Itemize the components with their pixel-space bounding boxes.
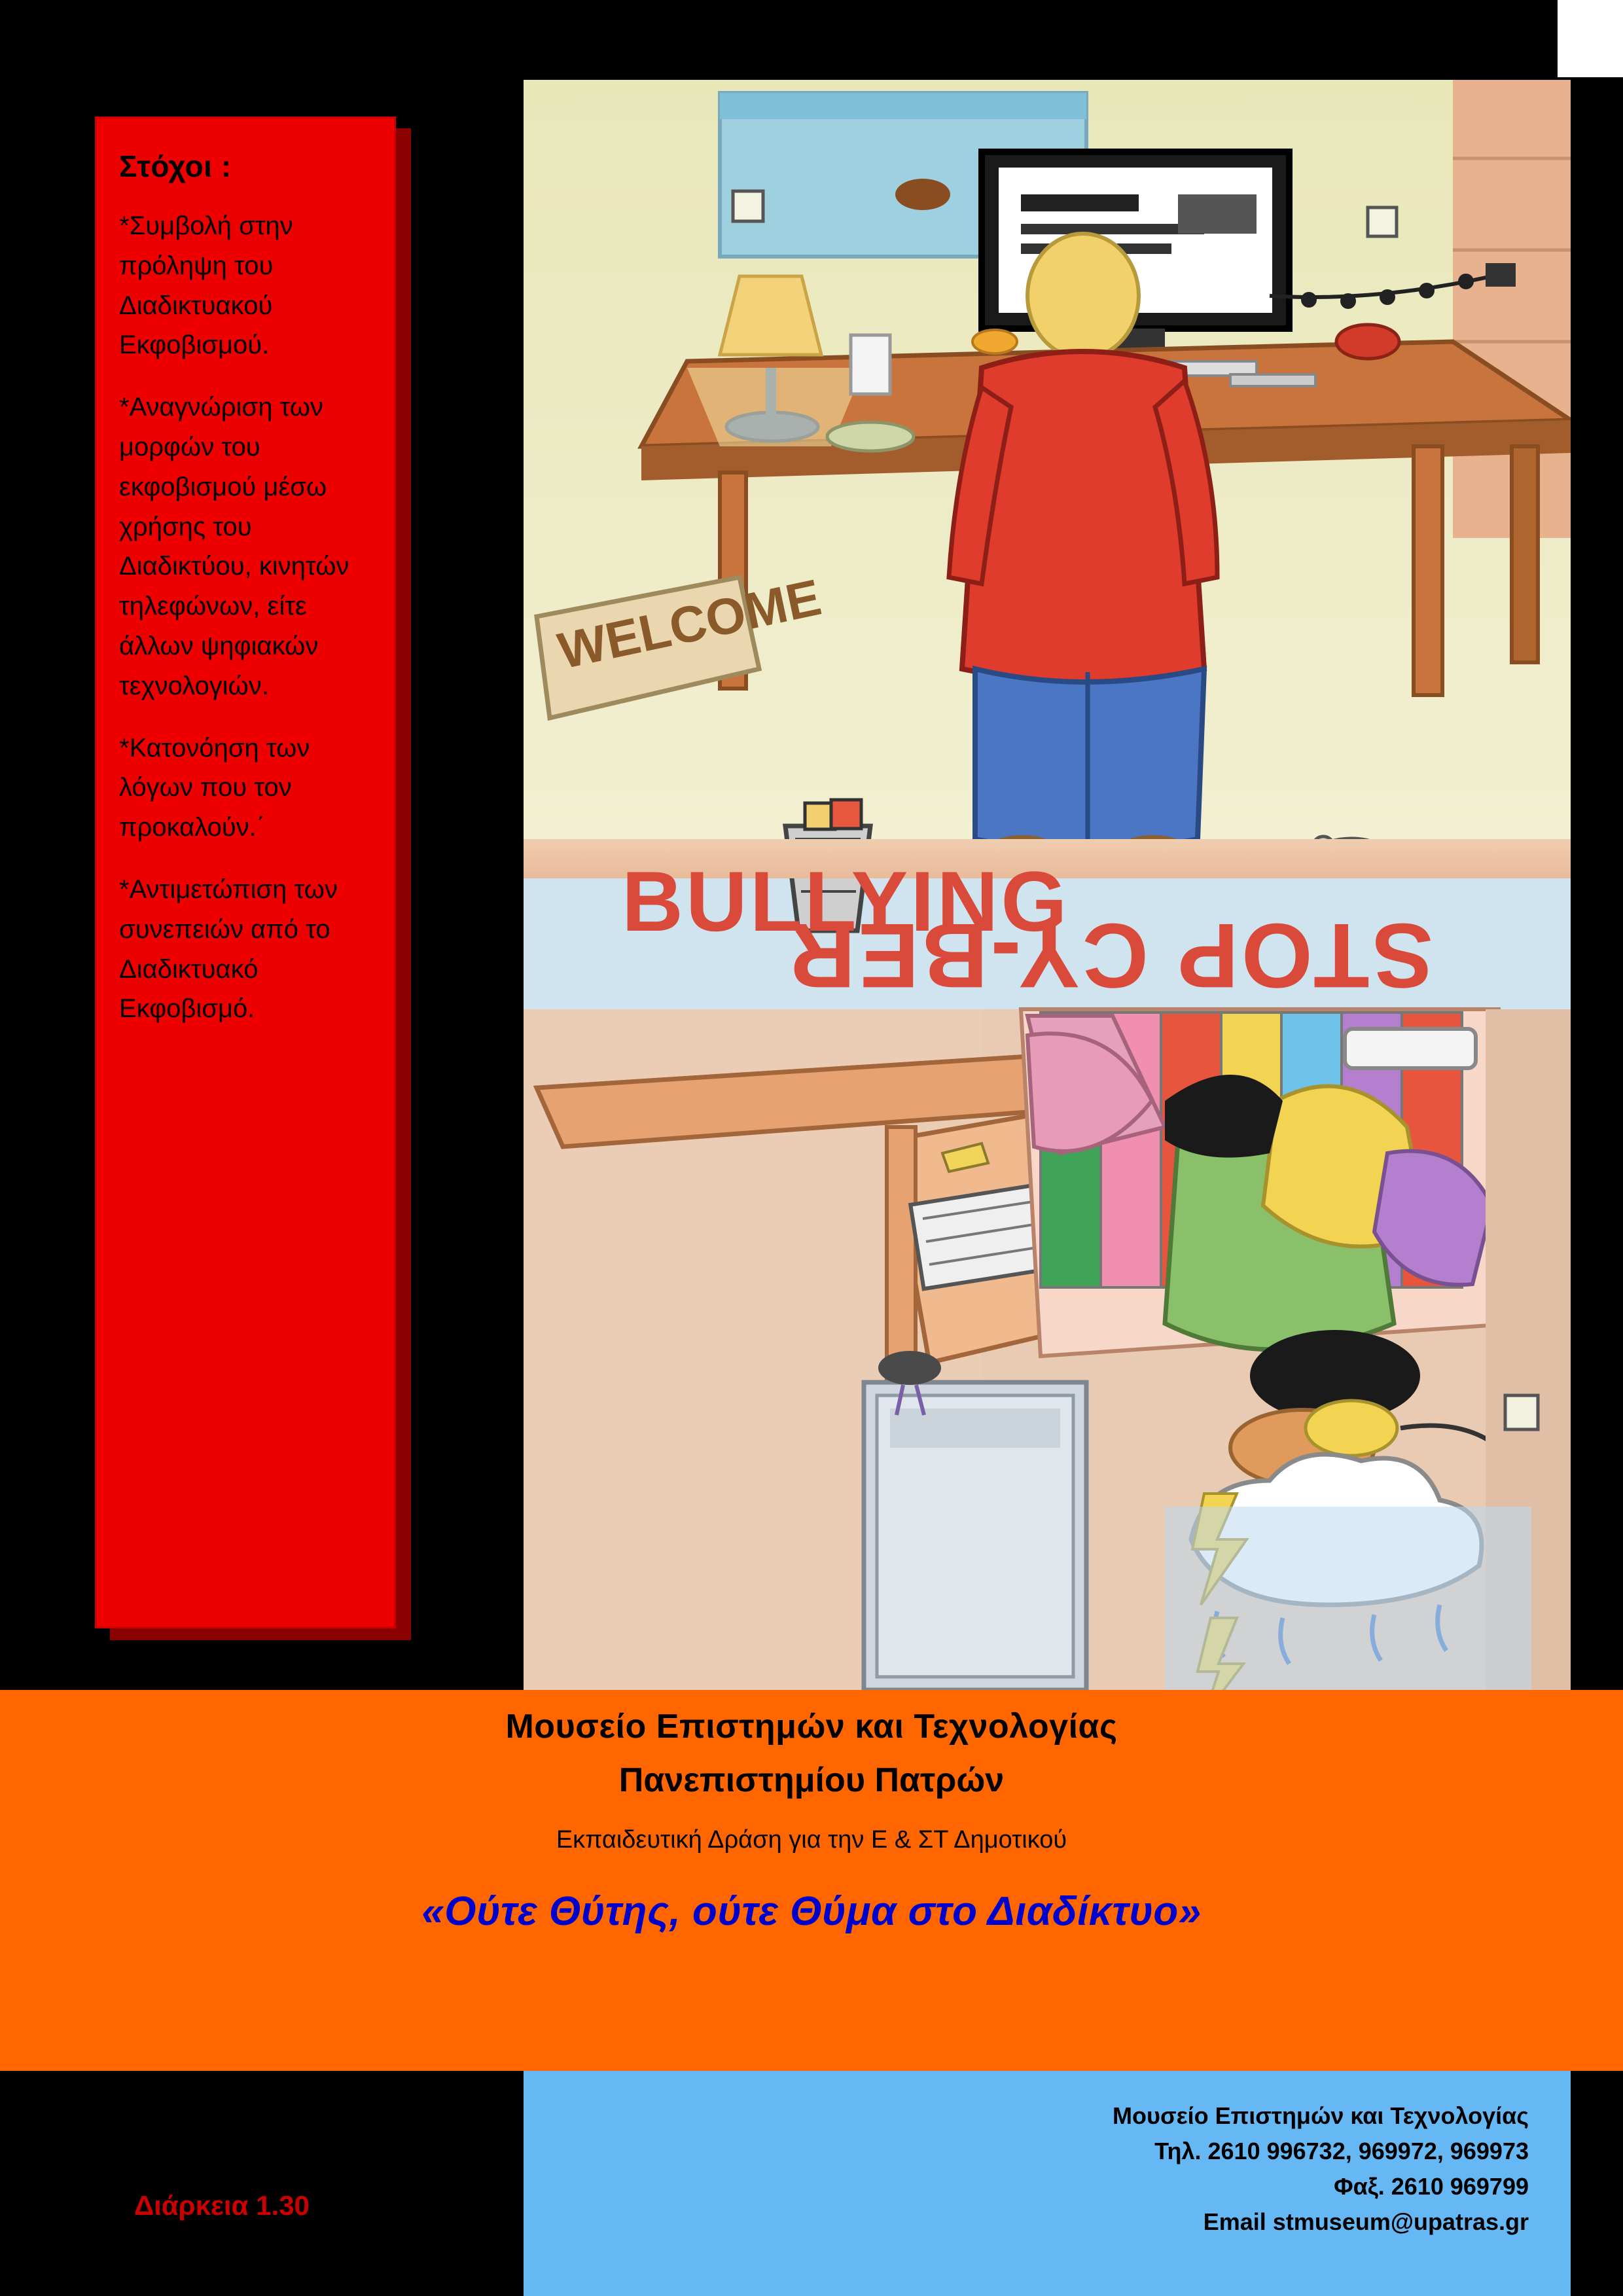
activity-subtitle: Εκπαιδευτική Δράση για την Ε & ΣΤ Δημοτικού: [556, 1826, 1067, 1854]
contact-line-2: Τηλ. 2610 996732, 969972, 969973: [1154, 2138, 1529, 2164]
organization-banner: [0, 1690, 1623, 2071]
goals-box: [95, 117, 396, 1628]
org-name-line2: Πανεπιστημίου Πατρών: [618, 1761, 1005, 1799]
svg-text:BULLYING: BULLYING: [622, 853, 1070, 949]
duration-label: Διάρκεια 1.30: [134, 2190, 310, 2221]
goals-paragraph-1: *Συμβολή στην πρόληψη του Διαδικτυακού Εκφοβισμού.: [119, 211, 293, 360]
artwork-drawing: [524, 80, 1571, 1690]
artwork-image: [524, 80, 1571, 1690]
contact-line-1: Μουσείο Επιστημών και Τεχνολογίας: [1113, 2102, 1529, 2129]
goals-paragraph-4: *Αντιμετώπιση των συνεπειών από το Διαδικτυακό Εκφοβισμό.: [119, 874, 338, 1024]
program-title: «Ούτε Θύτης, ούτε Θύμα στο Διαδίκτυο»: [421, 1889, 1202, 1934]
goals-title: Στόχοι :: [119, 149, 232, 183]
goals-paragraph-3: *Κατονόηση των λόγων που τον προκαλούν.΄: [119, 733, 310, 842]
top-white-strip: [1558, 0, 1623, 77]
svg-text:WELCOME: WELCOME: [553, 567, 826, 680]
org-name-line1: Μουσείο Επιστημών και Τεχνολογίας: [505, 1708, 1118, 1746]
svg-text:STOP CY-BER: STOP CY-BER: [787, 905, 1433, 1007]
contact-line-3: Φαξ. 2610 969799: [1334, 2173, 1529, 2200]
goals-paragraph-2: *Αναγνώριση των μορφών του εκφοβισμού μέσω χρήσης του Διαδικτύου, κινητών τηλεφώνων, είτε άλλων ψηφιακών τεχνολογιών.: [119, 393, 349, 700]
contact-line-4: Email stmuseum@upatras.gr: [1203, 2208, 1529, 2235]
contact-box: [524, 2071, 1571, 2296]
